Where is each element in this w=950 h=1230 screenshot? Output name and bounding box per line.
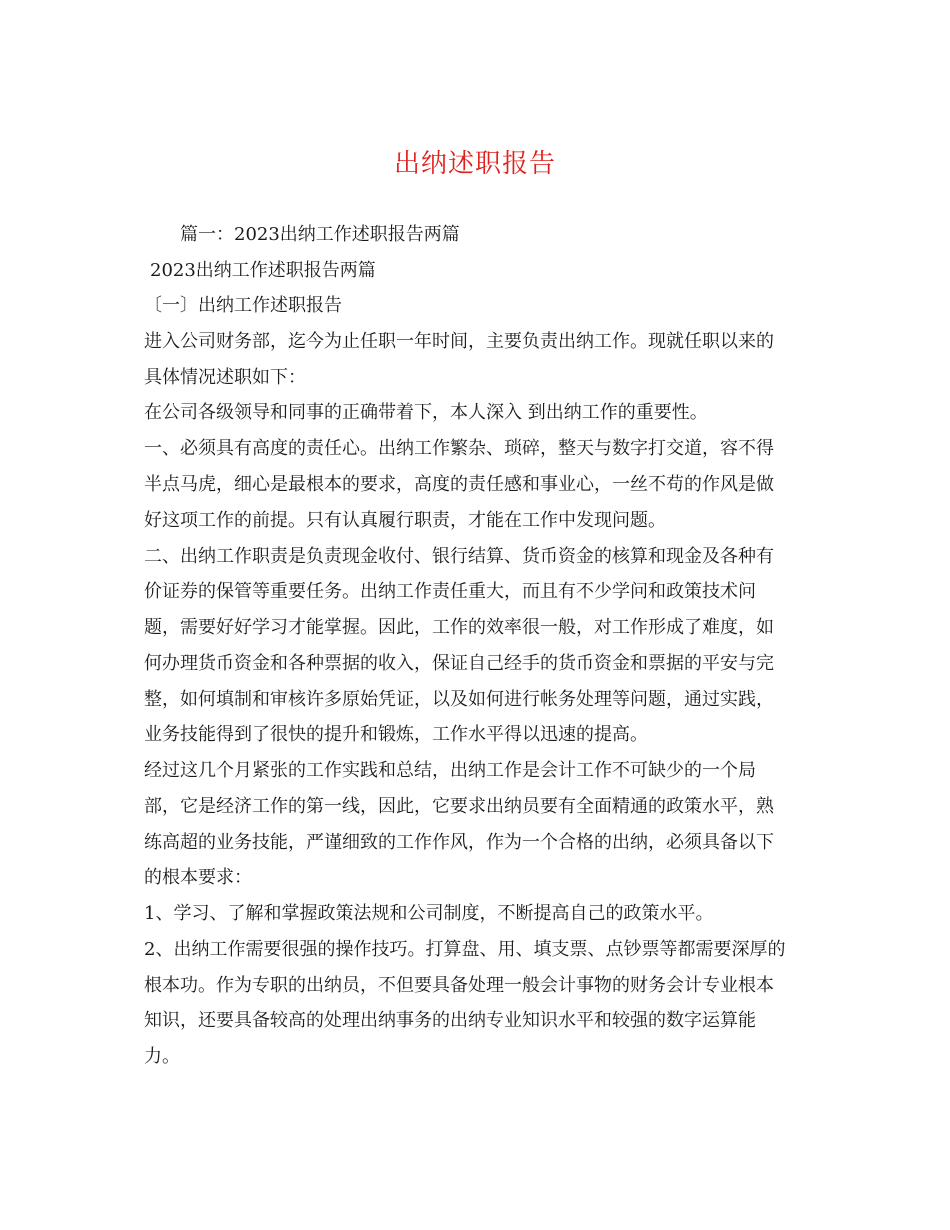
text-line: 2、出纳工作需要很强的操作技巧。打算盘、用、填支票、点钞票等都需要深厚的 xyxy=(144,939,786,960)
text-line: 的根本要求： xyxy=(144,867,252,888)
text-line: 练高超的业务技能，严谨细致的工作作风，作为一个合格的出纳，必须具备以下 xyxy=(144,832,774,853)
text-line: 二、出纳工作职责是负责现金收付、银行结算、货币资金的核算和现金及各种有 xyxy=(144,546,774,567)
text-line: 整，如何填制和审核许多原始凭证，以及如何进行帐务处理等问题，通过实践， xyxy=(144,689,774,710)
text-line: 一、必须具有高度的责任心。出纳工作繁杂、琐碎，整天与数字打交道，容不得 xyxy=(144,438,774,459)
text-line: 进入公司财务部，迄今为止任职一年时间，主要负责出纳工作。现就任职以来的 xyxy=(144,331,774,352)
text-line: 根本功。作为专职的出纳员，不但要具备处理一般会计事物的财务会计专业根本 xyxy=(144,975,774,996)
document-title: 出纳述职报告 xyxy=(393,149,556,179)
text-line: 价证券的保管等重要任务。出纳工作责任重大，而且有不少学问和政策技术问 xyxy=(144,581,756,602)
text-line: 篇一：2023出纳工作述职报告两篇 xyxy=(180,224,460,245)
text-line: 在公司各级领导和同事的正确带着下，本人深入 到出纳工作的重要性。 xyxy=(144,402,708,423)
text-line: 知识，还要具备较高的处理出纳事务的出纳专业知识水平和较强的数字运算能 xyxy=(144,1010,756,1031)
text-line: 业务技能得到了很快的提升和锻炼，工作水平得以迅速的提高。 xyxy=(144,724,648,745)
text-line: 经过这几个月紧张的工作实践和总结，出纳工作是会计工作不可缺少的一个局 xyxy=(144,760,756,781)
text-line: 〔一〕出纳工作述职报告 xyxy=(144,295,342,316)
text-line: 好这项工作的前提。只有认真履行职责，才能在工作中发现问题。 xyxy=(144,510,666,531)
text-line: 何办理货币资金和各种票据的收入，保证自己经手的货币资金和票据的平安与完 xyxy=(144,653,774,674)
text-line: 力。 xyxy=(144,1046,180,1067)
text-line: 具体情况述职如下： xyxy=(144,367,306,388)
text-line: 部，它是经济工作的第一线，因此，它要求出纳员要有全面精通的政策水平，熟 xyxy=(144,796,774,817)
text-line: 题，需要好好学习才能掌握。因此，工作的效率很一般，对工作形成了难度，如 xyxy=(144,617,774,638)
text-line: 1、学习、了解和掌握政策法规和公司制度，不断提高自己的政策水平。 xyxy=(144,903,714,924)
text-line: 2023出纳工作述职报告两篇 xyxy=(150,260,376,281)
text-line: 半点马虎，细心是最根本的要求，高度的责任感和事业心，一丝不苟的作风是做 xyxy=(144,474,774,495)
